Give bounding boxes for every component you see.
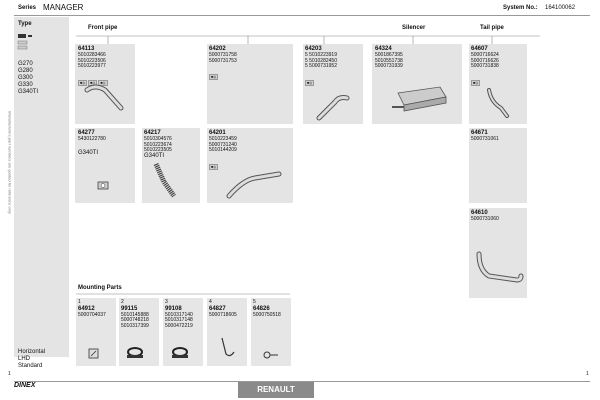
series-label: Series [18, 5, 37, 11]
front-pipe-header: Front pipe [88, 25, 118, 31]
config-item: LHD [18, 356, 31, 362]
config-item: Standard [18, 363, 43, 369]
model-item: G270 [18, 61, 33, 67]
config-item: Horizontal [18, 349, 46, 355]
mounting-99108: 3 99108 5010317140 5010317148 5000472219 [165, 299, 193, 329]
vertical-note: Manufacturers part numbers are quoted for reference only [7, 111, 13, 214]
brand-badge: RENAULT [238, 382, 314, 398]
part-64610: 64610 5000731060 [471, 210, 499, 222]
mounting-64827: 4 64827 5000718605 [209, 299, 237, 318]
model-item: G330 [18, 82, 33, 88]
system-value: 164100062 [545, 5, 576, 11]
bracket-icon [88, 348, 100, 360]
clamp-icon [170, 346, 190, 360]
hanger-icon [218, 336, 238, 360]
part-64324: 64324 5001867395 5010551738 5000731939 [375, 46, 403, 70]
part-64277: 64277 5430122780 G340TI [78, 130, 106, 156]
mounting-64912: 1 64912 5000704037 [78, 299, 106, 318]
part-64202: 64202 5000731758 5000731753 ■◎ [209, 46, 237, 80]
model-item: G340TI [18, 89, 39, 95]
series-value: MANAGER [43, 3, 84, 12]
part-64607: 64607 5000716624 5000716626 5000731838 ■◎ [471, 46, 499, 85]
part-64203: 64203 5 5010223919 5 5010282450 5 5000731952 ■◎ [305, 46, 337, 85]
model-item: G300 [18, 75, 33, 81]
page-number-left: 1 [8, 371, 11, 377]
mounting-header: Mounting Parts [78, 285, 122, 291]
part-64201: 64201 5010223459 5000731240 5010144209 ■◎ [209, 130, 237, 169]
mounting-99115: 2 99115 5010145888 5000748218 5010317399 [121, 299, 149, 329]
model-item: G280 [18, 68, 33, 74]
rubber-mount-icon [262, 350, 280, 360]
silencer-header: Silencer [402, 25, 426, 31]
system-label: System No.: [503, 5, 538, 11]
tail-pipe-header: Tail pipe [480, 25, 504, 31]
mounting-64826: 5 64826 5000750518 [253, 299, 281, 318]
part-64113: 64113 5010283466 5010223506 5010223977 ■◎ ■◎ ■◎ [78, 46, 106, 85]
clamp-icon [125, 346, 145, 360]
part-64217: 64217 5010304576 5010223674 5010223505 G340TI [144, 130, 172, 159]
page-number-right: 1 [586, 371, 589, 377]
part-64671: 64671 5000731061 [471, 130, 499, 142]
type-label: Type [18, 21, 32, 27]
dinex-logo: DINEX [14, 382, 36, 389]
